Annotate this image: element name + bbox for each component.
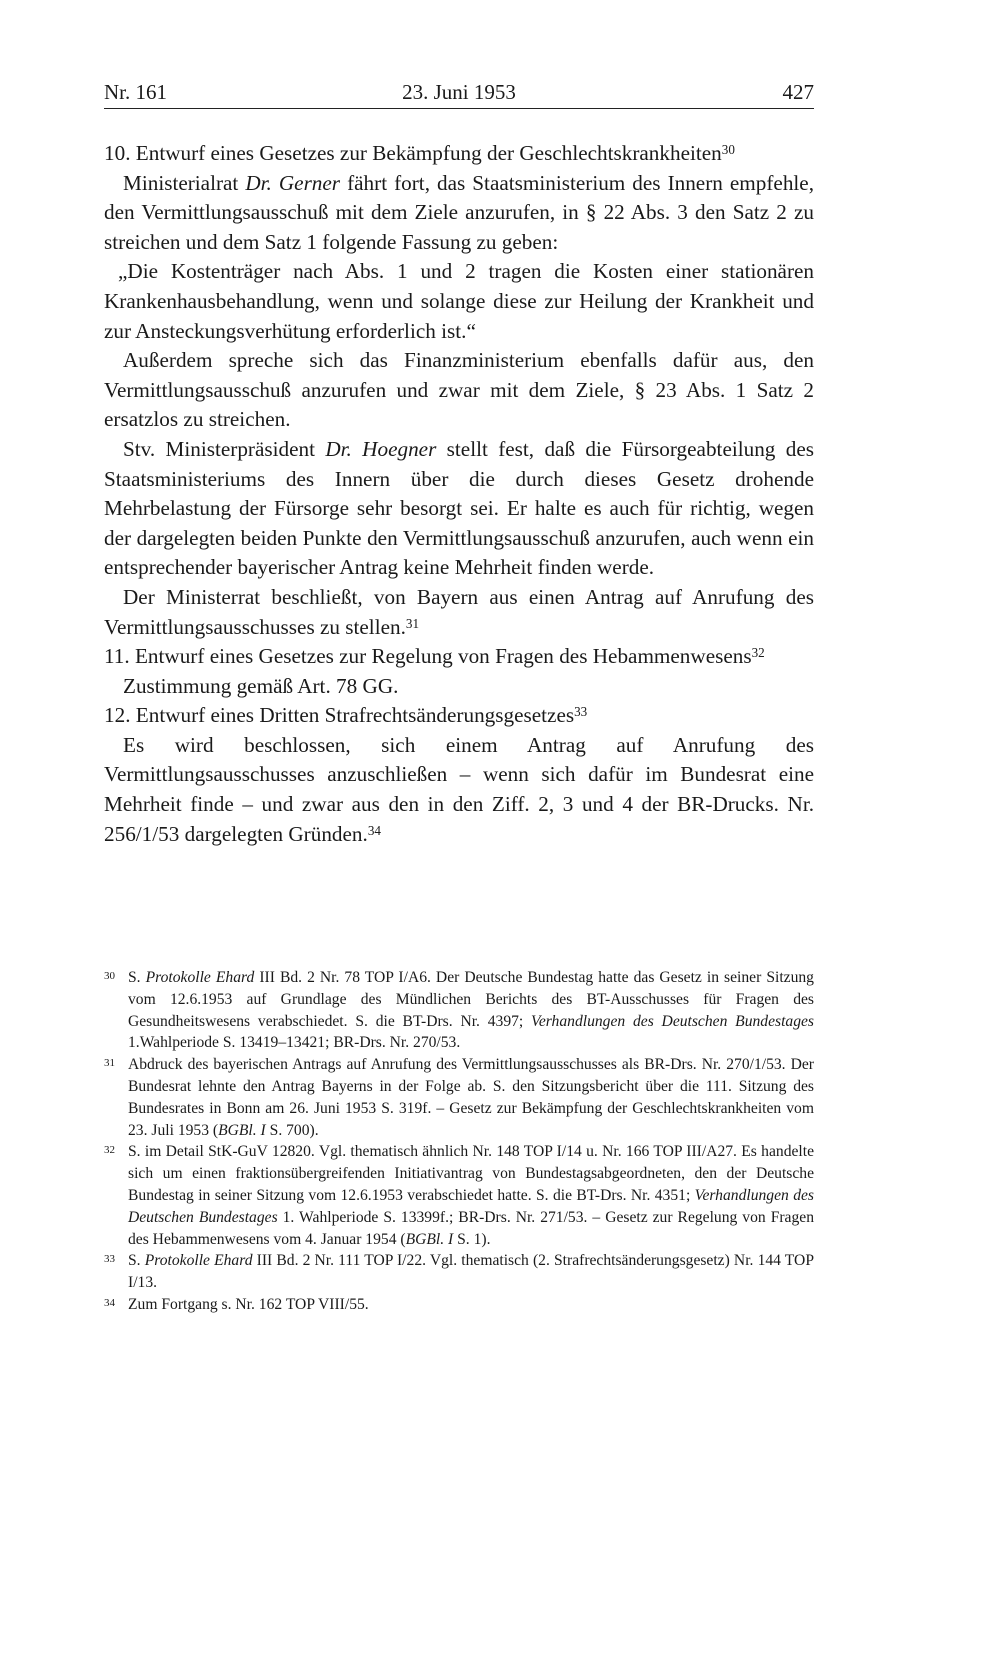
footnote-text: Abdruck des bayerischen Antrags auf Anrufung des Vermittlungsausschusses als BR-Drs. Nr. 270/1/53. Der Bundesrat lehnte den Antrag Bayerns in der Folge ab. S. den Sitzungsbericht über die 111. Sitzung des Bundesrates in Bonn am 26. Juni 1953 S. 319f. – Gesetz zur Bekämpfung der Geschlechtskrankheiten vom 23. Juli 1953 ( (128, 1056, 814, 1139)
header-date: 23. Juni 1953 (402, 80, 516, 104)
footnote-31 (104, 1054, 814, 1141)
footnote-34 (104, 1294, 814, 1316)
footnote-citation-italic: Protokolle Ehard (144, 1252, 253, 1270)
running-header (104, 80, 814, 109)
agenda-item-12 (104, 701, 814, 731)
paragraph-text: Der Ministerrat beschließt, von Bayern aus einen Antrag auf Anrufung des Vermittlungsausschusses zu stellen. (104, 584, 814, 639)
main-text (104, 139, 814, 849)
speaker-name: Dr. Gerner (245, 170, 341, 195)
paragraph-gerner (104, 169, 814, 258)
footnote-citation-italic: BGBl. I (218, 1121, 266, 1139)
footnote-text: S. (128, 1252, 145, 1270)
paragraph-text: Ministerialrat (123, 170, 246, 195)
footnote-ref-30[interactable]: 30 (721, 142, 735, 158)
footnote-text: S. 1). (453, 1230, 491, 1248)
footnote-ref-31[interactable]: 31 (405, 615, 420, 631)
footnote-citation-italic: BGBl. I (405, 1230, 454, 1248)
footnote-text: III Bd. 2 Nr. 111 TOP I/22. Vgl. thematisch (2. Strafrechtsänderungsgesetz) Nr. 144 TOP I/13. (128, 1252, 814, 1292)
paragraph-text: Es wird beschlossen, sich einem Antrag auf Anrufung des Vermittlungsausschusses anzuschließen – wenn sich dafür im Bundesrat eine Mehrheit finde – und zwar aus den in den Ziff. 2, 3 und 4 der BR-Drucks. Nr. 256/1/53 dargelegten Gründen. (104, 732, 814, 846)
footnote-text: III Bd. 2 Nr. 78 TOP I/A6. Der Deutsche Bundestag hatte das Gesetz in seiner Sitzung vom 12.6.1953 auf Grundlage des Mündlichen Berichts des BT-Ausschusses für Fragen des Gesundheitswesens verabschiedet. S. die BT-Drs. Nr. 4397; (128, 969, 814, 1030)
footnote-text: S. (128, 969, 146, 986)
footnote-text: Zum Fortgang s. Nr. 162 TOP VIII/55. (128, 1295, 369, 1313)
footnote-32 (104, 1141, 814, 1250)
paragraph-finanzministerium: Außerdem spreche sich das Finanzministerium ebenfalls dafür aus, den Vermittlungsausschuß anzurufen und zwar mit dem Ziele, § 23 Abs. 1 Satz 2 ersatzlos zu streichen. (104, 348, 814, 432)
footnote-30 (104, 967, 814, 1054)
footnote-number: 33 (104, 1253, 115, 1266)
footnotes (104, 967, 814, 1316)
footnote-citation-italic: Verhandlungen des Deutschen Bundestages (531, 1012, 814, 1030)
paragraph-text: Stv. Ministerpräsident (123, 436, 326, 461)
footnote-text: 1.Wahlperiode S. 13419–13421; BR-Drs. Nr. 270/53. (128, 1034, 461, 1052)
paragraph-text: fährt fort, das Staatsministerium des Innern empfehle, den Vermittlungsausschuß mit dem Ziele anzurufen, in § 22 Abs. 3 den Satz 2 zu streichen und dem Satz 1 folgende Fassung zu geben: (104, 170, 815, 254)
footnote-number: 30 (104, 970, 115, 982)
footnote-text: 1. Wahlperiode S. 13399f.; BR-Drs. Nr. 271/53. – Gesetz zur Regelung von Fragen des Hebammenwesens vom 4. Januar 1954 ( (128, 1208, 814, 1248)
paragraph-resolution-10 (104, 583, 814, 642)
footnote-number: 34 (104, 1296, 115, 1309)
page-number: 427 (782, 80, 814, 104)
speaker-name: Dr. Hoegner (325, 436, 437, 461)
footnote-ref-32[interactable]: 32 (751, 645, 765, 661)
paragraph-text: stellt fest, daß die Fürsorgeabteilung des Staatsministeriums des Innern über die durch dieses Gesetz drohende Mehrbelastung der Fürsorge sehr besorgt sei. Er halte es auch für richtig, wegen der dargelegten beiden Punkte den Vermittlungsausschuß anzurufen, auch wenn ein entsprechender bayerischer Antrag keine Mehrheit finden werde. (104, 436, 814, 580)
footnote-number: 32 (104, 1144, 115, 1157)
quoted-provision: „Die Kostenträger nach Abs. 1 und 2 tragen die Kosten einer stationären Krankenhausbehandlung, wenn und solange diese zur Heilung der Krankheit und zur Ansteckungsverhütung erforderlich ist.“ (104, 259, 814, 343)
paragraph-resolution-12 (104, 731, 814, 849)
agenda-item-10-title: 10. Entwurf eines Gesetzes zur Bekämpfung der Geschlechtskrankheiten (104, 141, 722, 165)
footnote-citation-italic: Protokolle Ehard (145, 969, 255, 986)
footnote-text: S. im Detail StK-GuV 12820. Vgl. thematisch ähnlich Nr. 148 TOP I/14 u. Nr. 166 TOP III/A27. Es handelte sich um einen fraktionsübergreifenden Initiativantrag von Bundestagsabgeordneten, den der Deutsche Bundestag in seiner Sitzung vom 12.6.1953 verabschiedet hatte. S. die BT-Drs. Nr. 4351; (128, 1143, 814, 1204)
paragraph-zustimmung: Zustimmung gemäß Art. 78 GG. (123, 673, 399, 698)
agenda-item-10 (104, 139, 814, 169)
footnote-33 (104, 1250, 814, 1294)
agenda-item-12-title: 12. Entwurf eines Dritten Strafrechtsänderungsgesetzes (104, 703, 575, 728)
footnote-ref-33[interactable]: 33 (574, 704, 588, 720)
agenda-item-11 (104, 642, 814, 672)
footnote-number: 31 (104, 1057, 115, 1070)
agenda-item-11-title: 11. Entwurf eines Gesetzes zur Regelung von Fragen des Hebammenwesens (104, 644, 752, 669)
footnote-ref-34[interactable]: 34 (367, 822, 381, 838)
paragraph-hoegner (104, 435, 814, 583)
footnote-citation-italic: Verhandlungen des Deutschen Bundestages (128, 1186, 814, 1226)
footnote-text: S. 700). (265, 1121, 319, 1139)
document-number: Nr. 161 (104, 80, 167, 104)
